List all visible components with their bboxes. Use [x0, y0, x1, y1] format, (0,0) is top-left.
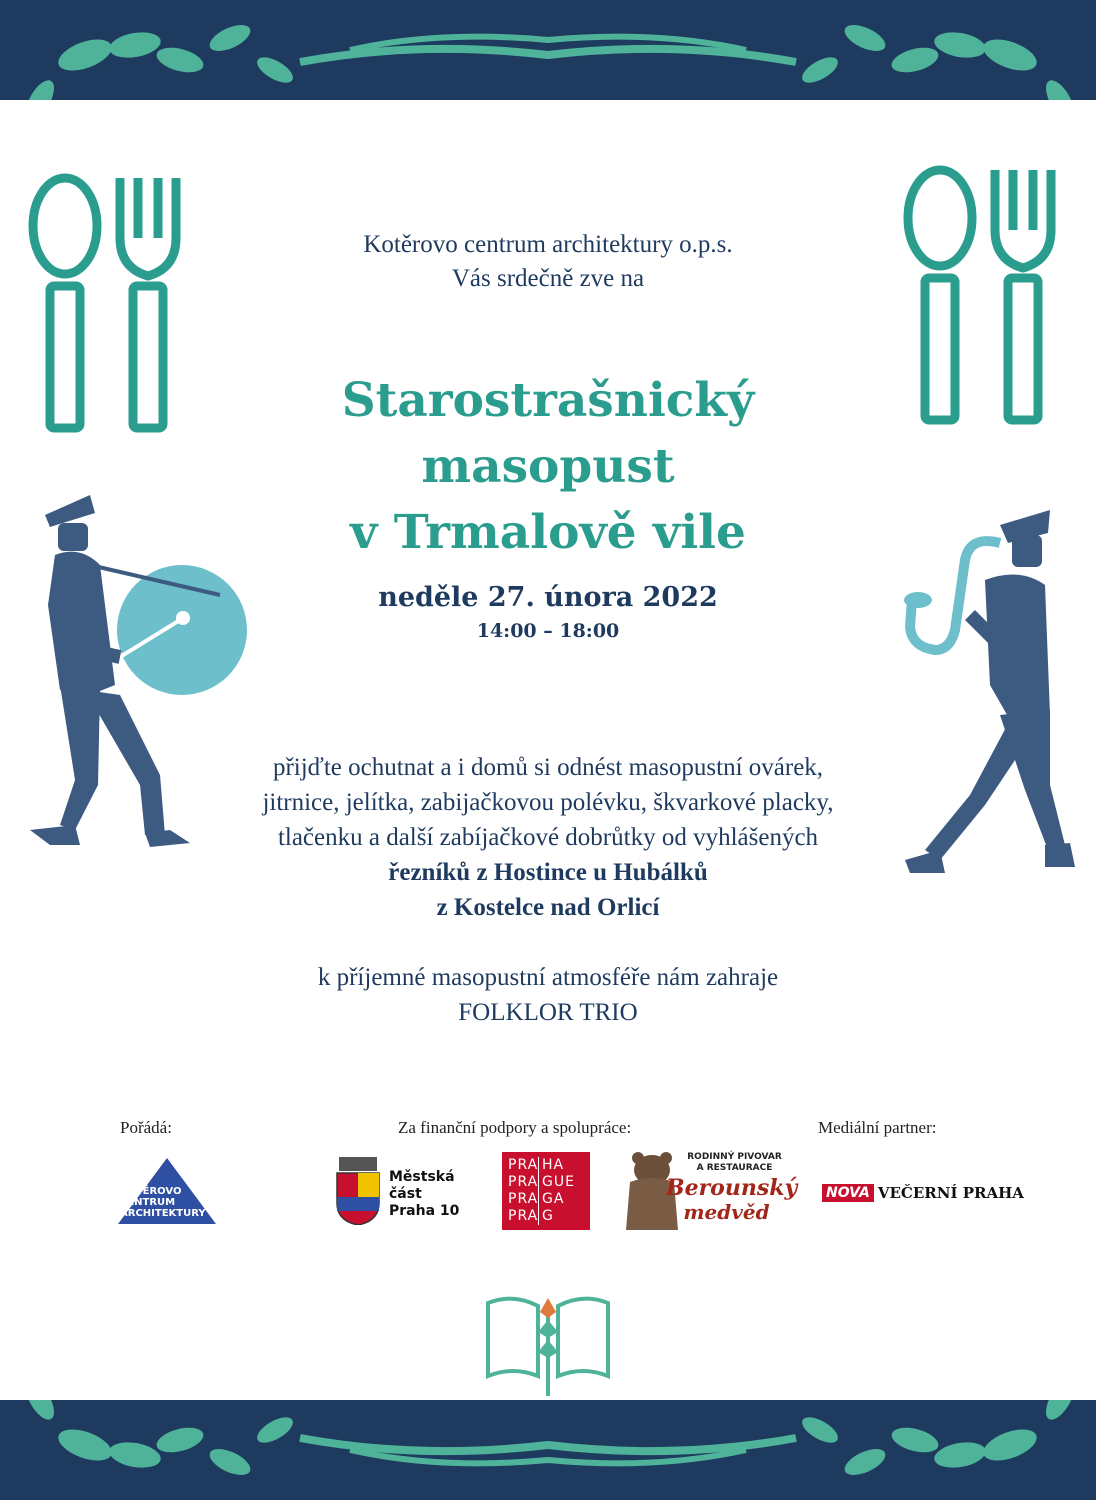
media-partner-logo — [822, 1182, 1024, 1204]
media-label: Mediální partner: — [818, 1118, 937, 1137]
praha10-logo — [335, 1155, 465, 1227]
band-name: FOLKLOR TRIO — [458, 999, 638, 1026]
description-line-1: přijďte ochutnat a i domů si odnést masopustní ovárek, — [272, 754, 824, 781]
prague-cell-4: GUE — [538, 1174, 575, 1191]
kca-logo-line-1: KOTĚROVO — [120, 1186, 182, 1197]
description-line-2: jitrnice, jelítka, zabijačkovou polévku, škvarkové placky, — [262, 789, 834, 816]
invitation-header — [150, 228, 946, 296]
praha10-line-3: Praha 10 — [389, 1203, 460, 1219]
event-title — [150, 368, 946, 566]
event-time: 14:00 – 18:00 — [476, 620, 620, 642]
prague-cell-2: HA — [538, 1157, 564, 1174]
prague-cell-3: PRA — [508, 1174, 539, 1190]
butchers-line-1: řezníků z Hostince u Hubálků — [388, 859, 708, 886]
praha10-coat-of-arms-icon — [335, 1155, 381, 1225]
music-info — [150, 960, 946, 1030]
prague-cell-8: G — [538, 1208, 554, 1225]
title-line-1: Starostrašnický — [341, 373, 755, 428]
prague-cell-7: PRA — [508, 1208, 539, 1224]
book-wheat-emblem-icon — [478, 1288, 618, 1398]
kca-logo — [118, 1158, 216, 1226]
organizer-label: Pořádá: — [120, 1118, 172, 1137]
prague-cell-6: GA — [538, 1191, 564, 1208]
title-line-2: masopust — [421, 439, 675, 494]
nova-badge: NOVA — [822, 1184, 874, 1202]
organizer-line: Kotěrovo centrum architektury o.p.s. — [363, 231, 733, 258]
bottom-decorative-band — [0, 1400, 1096, 1500]
prague-cell-1: PRA — [508, 1157, 539, 1173]
music-line: k příjemné masopustní atmosféře nám zahraje — [317, 964, 779, 991]
invite-line: Vás srdečně zve na — [451, 265, 645, 292]
butchers-line-2: z Kostelce nad Orlicí — [436, 894, 660, 921]
brewery-logo — [622, 1150, 798, 1235]
brewery-name-line-1: Berounský — [666, 1175, 798, 1201]
prague-city-logo — [502, 1152, 590, 1230]
event-description — [120, 750, 976, 925]
praha10-line-2: část — [389, 1186, 422, 1202]
event-datetime — [150, 580, 946, 646]
top-decorative-band — [0, 0, 1096, 100]
kca-logo-line-3: ARCHITEKTURY — [120, 1208, 206, 1219]
description-line-3: tlačenku a další zabíjačkové dobrůtky od vyhlášených — [277, 824, 819, 851]
brewery-top-line-1: RODINNÝ PIVOVAR — [687, 1152, 782, 1162]
brewery-name-line-2: medvěd — [683, 1200, 770, 1224]
title-line-3: v Trmalově vile — [350, 505, 746, 560]
vecerni-praha-text: VEČERNÍ PRAHA — [877, 1184, 1024, 1202]
kca-logo-line-2: CENTRUM — [120, 1197, 176, 1208]
event-date: neděle 27. února 2022 — [378, 582, 718, 613]
support-label: Za finanční podpory a spolupráce: — [398, 1118, 632, 1137]
prague-cell-5: PRA — [508, 1191, 539, 1207]
praha10-line-1: Městská — [389, 1169, 455, 1185]
brewery-top-line-2: A RESTAURACE — [696, 1163, 773, 1173]
